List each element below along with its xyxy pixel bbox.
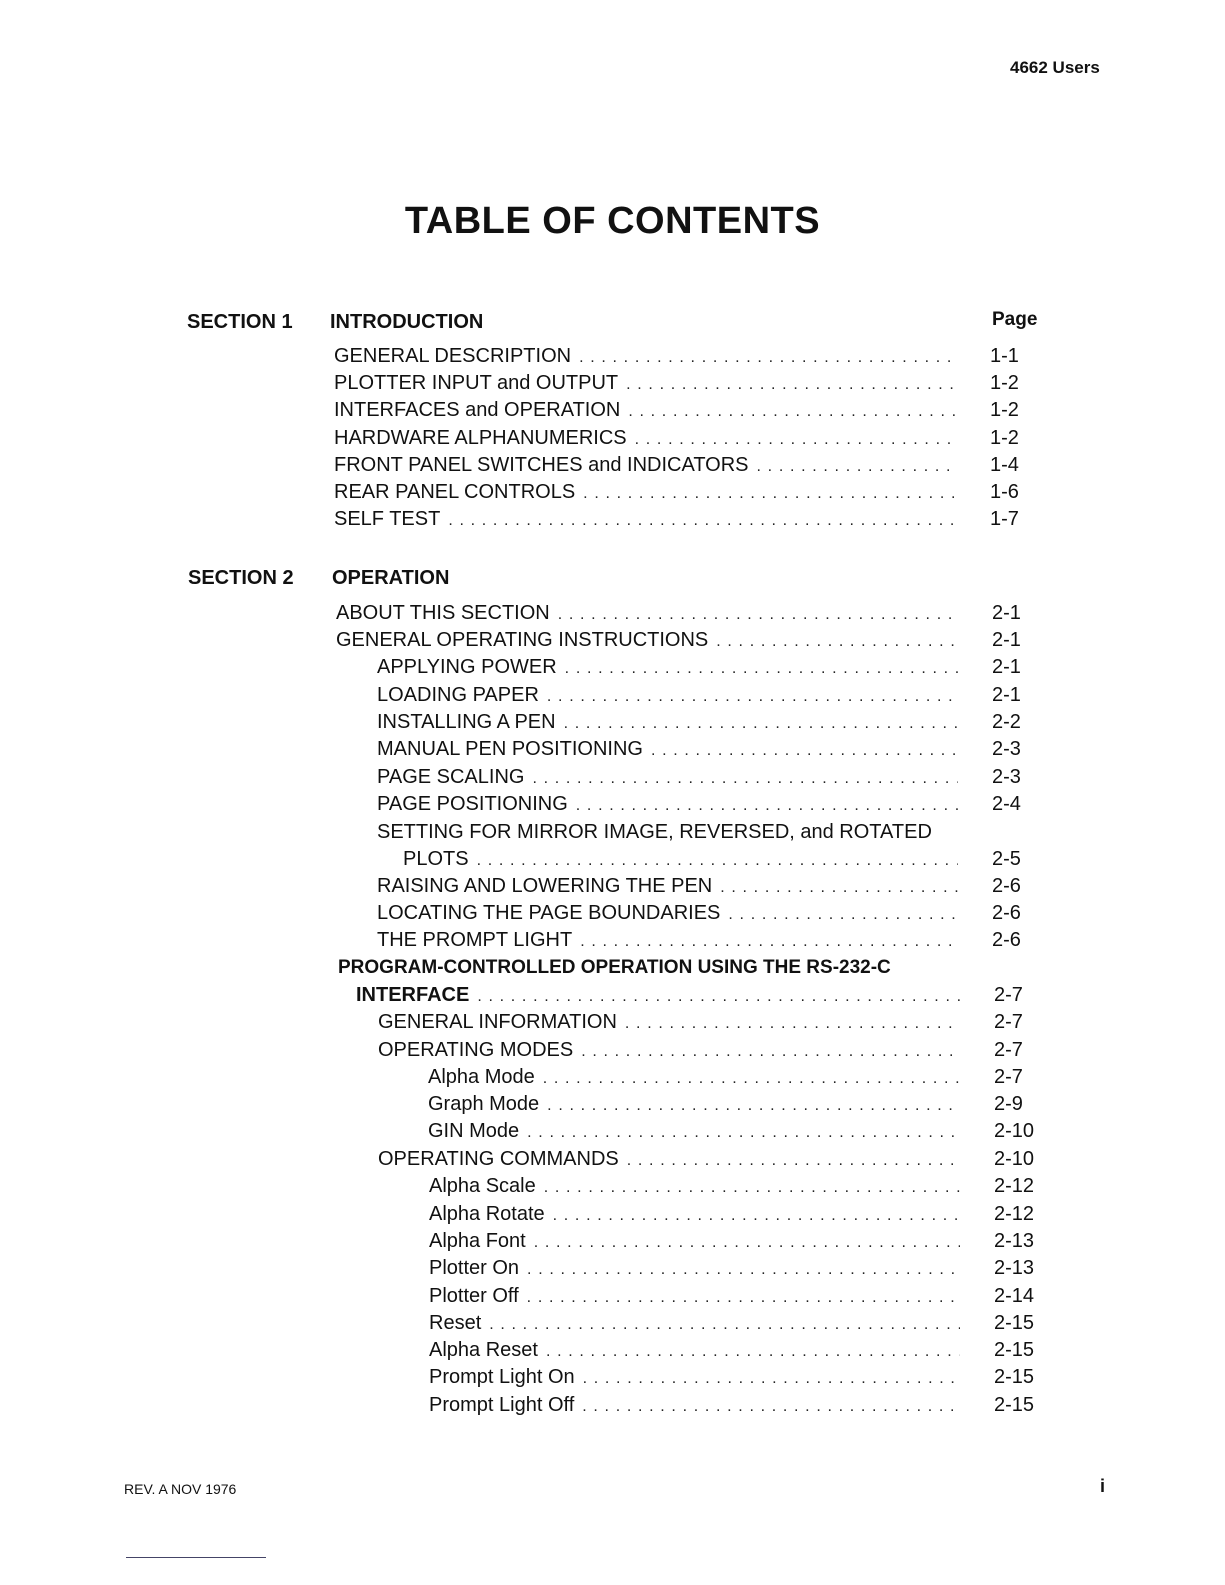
- toc-entry[interactable]: [378, 1148, 1038, 1175]
- toc-entry-page: 2-12: [994, 1175, 1035, 1197]
- toc-entry-text: Alpha Rotate: [429, 1203, 545, 1225]
- toc-entry-text: INTERFACE: [356, 984, 470, 1006]
- leader-dots: [635, 431, 956, 449]
- toc-entry-page: 2-10: [994, 1120, 1035, 1142]
- toc-entry[interactable]: [334, 399, 1034, 426]
- toc-entry-page: 1-2: [990, 372, 1019, 394]
- leader-dots: [558, 606, 958, 624]
- toc-entry-text: Alpha Reset: [429, 1339, 538, 1361]
- toc-entry[interactable]: [429, 1203, 1038, 1230]
- toc-entry-page: 2-15: [994, 1366, 1035, 1388]
- toc-entry[interactable]: [334, 454, 1034, 481]
- toc-entry[interactable]: [428, 1120, 1038, 1147]
- toc-entry[interactable]: [429, 1257, 1038, 1284]
- leader-dots: [547, 688, 958, 706]
- leader-dots: [626, 376, 956, 394]
- toc-entry-text: APPLYING POWER: [377, 656, 557, 678]
- toc-entry-text: OPERATING MODES: [378, 1039, 574, 1061]
- toc-entry[interactable]: [377, 656, 1036, 683]
- toc-entry-page: 1-1: [990, 345, 1019, 367]
- toc-entry[interactable]: [377, 902, 1036, 929]
- leader-dots: [527, 1124, 960, 1142]
- toc-entry-text: LOCATING THE PAGE BOUNDARIES: [377, 902, 721, 924]
- toc-entry-page: 2-13: [994, 1230, 1035, 1252]
- leader-dots: [553, 1207, 960, 1225]
- toc-entry[interactable]: [356, 984, 1038, 1011]
- toc-entry-page: 2-1: [992, 602, 1021, 624]
- leader-dots: [580, 933, 958, 951]
- page-number: i: [1100, 1476, 1106, 1496]
- toc-entry-text: Prompt Light On: [429, 1366, 575, 1388]
- toc-entry-text: GIN Mode: [428, 1120, 520, 1142]
- toc-entry-page: 2-12: [994, 1203, 1035, 1225]
- leader-dots: [534, 1234, 960, 1252]
- page-title: TABLE OF CONTENTS: [404, 200, 821, 242]
- toc-entry-text: GENERAL INFORMATION: [378, 1011, 617, 1033]
- leader-dots: [576, 797, 958, 815]
- toc-entry-text: Plotter Off: [429, 1285, 519, 1307]
- leader-dots: [527, 1261, 960, 1279]
- section-title-2: OPERATION: [332, 567, 450, 589]
- toc-entry-text: Reset: [429, 1312, 482, 1334]
- toc-entry-page: 2-6: [992, 929, 1021, 951]
- leader-dots: [564, 715, 958, 733]
- toc-entry-page: 2-7: [994, 1066, 1023, 1088]
- leader-dots: [583, 485, 956, 503]
- toc-entry[interactable]: [429, 1285, 1038, 1312]
- leader-dots: [581, 1043, 960, 1061]
- toc-entry-page: 1-7: [990, 508, 1019, 530]
- toc-entry[interactable]: [334, 372, 1034, 399]
- toc-entry-page: 2-2: [992, 711, 1021, 733]
- toc-entry[interactable]: [377, 766, 1036, 793]
- toc-entry-text: PLOTTER INPUT and OUTPUT: [334, 372, 619, 394]
- leader-dots: [448, 512, 956, 530]
- toc-entry-text: Alpha Font: [429, 1230, 526, 1252]
- toc-entry-text: PAGE SCALING: [377, 766, 525, 788]
- toc-entry-text: RAISING AND LOWERING THE PEN: [377, 875, 713, 897]
- leader-dots: [544, 1179, 960, 1197]
- toc-entry-text: GENERAL OPERATING INSTRUCTIONS: [336, 629, 709, 651]
- toc-entry-text: INSTALLING A PEN: [377, 711, 556, 733]
- toc-entry[interactable]: [429, 1230, 1038, 1257]
- leader-dots: [720, 879, 958, 897]
- toc-entry-text: PROGRAM-CONTROLLED OPERATION USING THE RS-232-C: [338, 957, 891, 978]
- toc-entry-page: 2-7: [994, 984, 1023, 1006]
- toc-entry-page: 1-2: [990, 399, 1019, 421]
- toc-entry-text: GENERAL DESCRIPTION: [334, 345, 572, 367]
- toc-entry-text: SELF TEST: [334, 508, 441, 530]
- toc-entry-page: 2-3: [992, 766, 1021, 788]
- leader-dots: [757, 458, 956, 476]
- leader-dots: [582, 1398, 960, 1416]
- toc-entry-page: 1-2: [990, 427, 1019, 449]
- toc-entry[interactable]: [429, 1394, 1038, 1421]
- toc-entry-text: ABOUT THIS SECTION: [336, 602, 550, 624]
- toc-entry-text: OPERATING COMMANDS: [378, 1148, 619, 1170]
- leader-dots: [628, 403, 956, 421]
- toc-entry[interactable]: [428, 1066, 1038, 1093]
- leader-dots: [489, 1316, 960, 1334]
- bottom-rule: [126, 1557, 266, 1558]
- toc-entry[interactable]: [377, 684, 1036, 711]
- revision-note: REV. A NOV 1976: [124, 1481, 237, 1497]
- leader-dots: [543, 1070, 960, 1088]
- toc-entry-text: FRONT PANEL SWITCHES and INDICATORS: [334, 454, 749, 476]
- toc-entry-text: Plotter On: [429, 1257, 520, 1279]
- toc-entry-text: Graph Mode: [428, 1093, 540, 1115]
- toc-entry-text: HARDWARE ALPHANUMERICS: [334, 427, 627, 449]
- toc-entry-text: LOADING PAPER: [377, 684, 539, 706]
- toc-entry[interactable]: [336, 629, 1036, 656]
- leader-dots: [627, 1152, 960, 1170]
- toc-entry-page: 2-5: [992, 848, 1021, 870]
- toc-entry-page: 2-9: [994, 1093, 1023, 1115]
- toc-entry-text: REAR PANEL CONTROLS: [334, 481, 576, 503]
- toc-entry-text: INTERFACES and OPERATION: [334, 399, 621, 421]
- toc-entry[interactable]: [377, 711, 1036, 738]
- toc-entry[interactable]: [378, 1011, 1038, 1038]
- leader-dots: [547, 1097, 960, 1115]
- toc-entry-page: 2-1: [992, 656, 1021, 678]
- leader-dots: [532, 770, 958, 788]
- toc-entry-page: 2-10: [994, 1148, 1035, 1170]
- toc-entry[interactable]: [334, 481, 1034, 508]
- leader-dots: [728, 906, 958, 924]
- toc-entry-page: 2-3: [992, 738, 1021, 760]
- toc-entry-page: 2-1: [992, 629, 1021, 651]
- toc-entry-text: PAGE POSITIONING: [377, 793, 568, 815]
- toc-entry-text: Alpha Scale: [429, 1175, 536, 1197]
- toc-entry[interactable]: [428, 1093, 1038, 1120]
- toc-entry[interactable]: [334, 508, 1034, 535]
- leader-dots: [477, 988, 960, 1006]
- section-label-2: SECTION 2: [188, 567, 294, 589]
- section-title-1: INTRODUCTION: [330, 311, 484, 333]
- toc-entry[interactable]: [334, 345, 1034, 372]
- leader-dots: [625, 1015, 960, 1033]
- page-column-header: Page: [992, 309, 1038, 330]
- leader-dots: [716, 633, 958, 651]
- leader-dots: [579, 349, 956, 367]
- toc-entry-page: 2-4: [992, 793, 1021, 815]
- toc-entry[interactable]: [429, 1339, 1038, 1366]
- toc-entry-page: 2-15: [994, 1339, 1035, 1361]
- toc-entry[interactable]: [429, 1366, 1038, 1393]
- toc-entry-text: PLOTS: [403, 848, 469, 870]
- toc-entry-page: 1-6: [990, 481, 1019, 503]
- toc-entry-page: 2-6: [992, 875, 1021, 897]
- toc-entry-page: 2-7: [994, 1039, 1023, 1061]
- leader-dots: [477, 852, 958, 870]
- toc-entry[interactable]: [429, 1175, 1038, 1202]
- toc-entry[interactable]: [334, 427, 1034, 454]
- toc-entry-page: 2-14: [994, 1285, 1035, 1307]
- toc-entry[interactable]: [403, 848, 1036, 875]
- document-name: 4662 Users: [1010, 58, 1100, 77]
- leader-dots: [583, 1370, 960, 1388]
- toc-entry-text: Prompt Light Off: [429, 1394, 575, 1416]
- toc-entry-text: Alpha Mode: [428, 1066, 535, 1088]
- toc-entry-page: 2-7: [994, 1011, 1023, 1033]
- leader-dots: [565, 660, 958, 678]
- toc-entry-text: MANUAL PEN POSITIONING: [377, 738, 643, 760]
- toc-entry-page: 1-4: [990, 454, 1019, 476]
- leader-dots: [546, 1343, 960, 1361]
- section-label-1: SECTION 1: [187, 311, 293, 333]
- toc-entry[interactable]: [378, 1039, 1038, 1066]
- toc-entry[interactable]: [429, 1312, 1038, 1339]
- toc-entry-page: 2-13: [994, 1257, 1035, 1279]
- toc-entry[interactable]: [377, 738, 1036, 765]
- leader-dots: [527, 1289, 960, 1307]
- toc-entry-text: SETTING FOR MIRROR IMAGE, REVERSED, and ROTATED: [377, 821, 932, 843]
- toc-entry[interactable]: [377, 929, 1036, 956]
- leader-dots: [651, 742, 958, 760]
- toc-entry[interactable]: [336, 602, 1036, 629]
- toc-entry-page: 2-6: [992, 902, 1021, 924]
- toc-entry-page: 2-15: [994, 1312, 1035, 1334]
- toc-entry-page: 2-1: [992, 684, 1021, 706]
- toc-entry-text: THE PROMPT LIGHT: [377, 929, 573, 951]
- toc-entry[interactable]: [377, 875, 1036, 902]
- toc-entry-page: 2-15: [994, 1394, 1035, 1416]
- toc-entry[interactable]: [377, 793, 1036, 820]
